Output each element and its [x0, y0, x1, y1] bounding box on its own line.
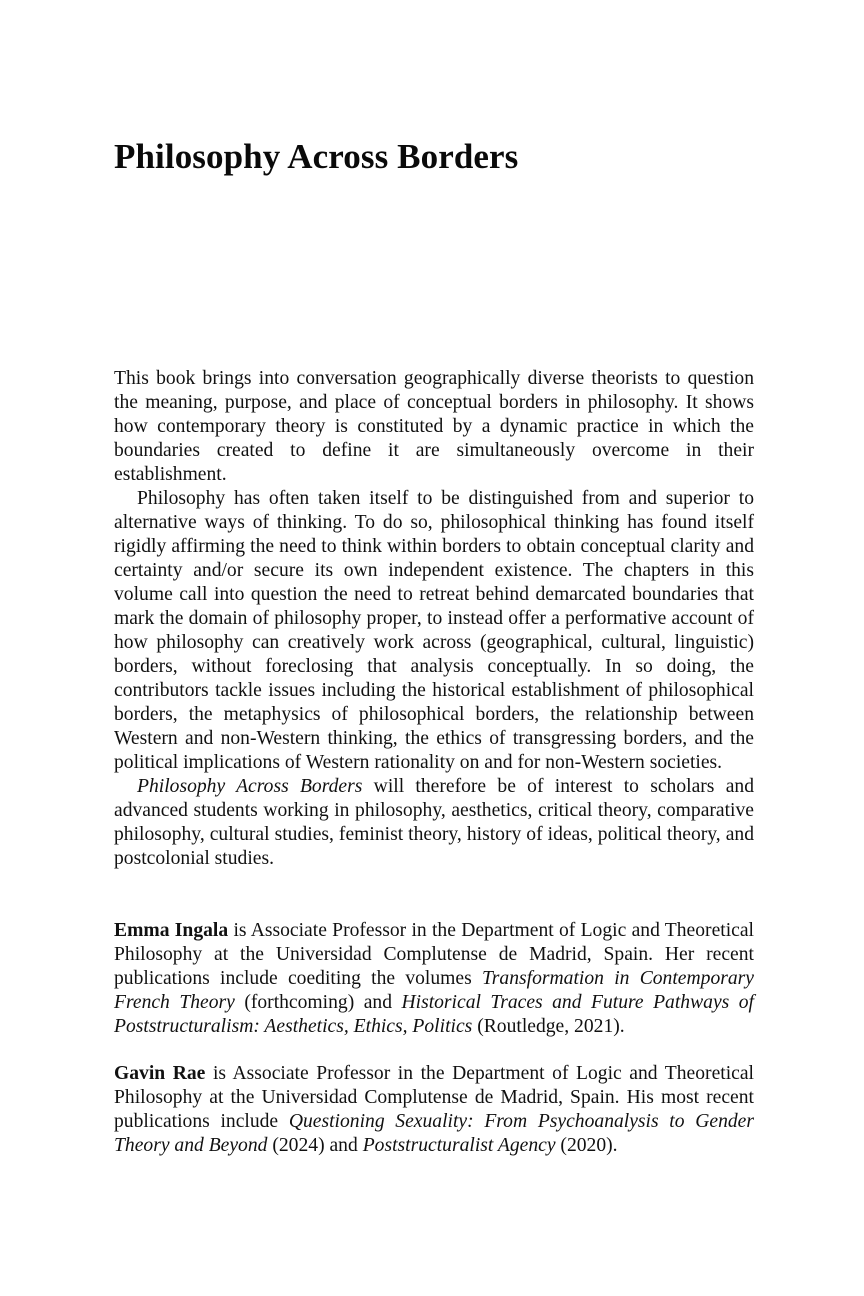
book-description	[114, 367, 754, 871]
publication-title: Poststructuralist Agency	[362, 1135, 556, 1156]
description-paragraph-1	[114, 367, 754, 487]
text-segment: is Associate Professor in the Department of Logic and Theoretical Philosophy at the Universidad Complutense de Madrid, Spain. Her recent publications include coediting the volumes	[114, 920, 754, 989]
bio-paragraph	[114, 919, 754, 1039]
publication-title: Historical Traces and Future Pathways of Poststructuralism: Aesthetics, Ethics, Politics	[114, 992, 754, 1037]
text-segment: (2020).	[555, 1135, 618, 1156]
author-name: Gavin Rae	[114, 1063, 206, 1084]
author-bio-emma-ingala	[114, 919, 754, 1039]
book-title-italic: Philosophy Across Borders	[137, 776, 363, 797]
bio-paragraph	[114, 1062, 754, 1158]
text-segment: (forthcoming) and	[234, 992, 402, 1013]
publication-title: Transformation in Contemporary French Theory	[114, 968, 754, 1013]
description-paragraph-2	[114, 487, 754, 775]
text-segment: (2024) and	[267, 1135, 363, 1156]
text-segment: will therefore be of interest to scholars and advanced students working in philosophy, aesthetics, critical theory, comparative philosophy, cultural studies, feminist theory, history of ideas, political theory, and postcolonial studies.	[114, 776, 754, 869]
author-name: Emma Ingala	[114, 920, 229, 941]
text-segment: Philosophy has often taken itself to be distinguished from and superior to alternative ways of thinking. To do so, philosophical thinking has found itself rigidly affirming the need to think within borders to obtain conceptual clarity and certainty and/or secure its own independent existence. The chapters in this volume call into question the need to retreat behind demarcated boundaries that mark the domain of philosophy proper, to instead offer a performative account of how philosophy can creatively work across (geographical, cultural, linguistic) borders, without foreclosing that analysis conceptually. In so doing, the contributors tackle issues including the historical establishment of philosophical borders, the metaphysics of philosophical borders, the relationship between Western and non-Western thinking, the ethics of transgressing borders, and the political implications of Western rationality on and for non-Western societies.	[114, 488, 754, 773]
page-title: Philosophy Across Borders	[114, 137, 519, 176]
text-segment: is Associate Professor in the Department of Logic and Theoretical Philosophy at the Universidad Complutense de Madrid, Spain. His most recent publications include	[114, 1063, 754, 1132]
description-paragraph-3	[114, 775, 754, 871]
text-segment: This book brings into conversation geographically diverse theorists to question the meaning, purpose, and place of conceptual borders in philosophy. It shows how contemporary theory is constituted by a dynamic practice in which the boundaries created to define it are simultaneously overcome in their establishment.	[114, 368, 754, 485]
author-bio-gavin-rae	[114, 1062, 754, 1158]
text-segment: (Routledge, 2021).	[472, 1016, 625, 1037]
publication-title: Questioning Sexuality: From Psychoanalysis to Gender Theory and Beyond	[114, 1111, 754, 1156]
